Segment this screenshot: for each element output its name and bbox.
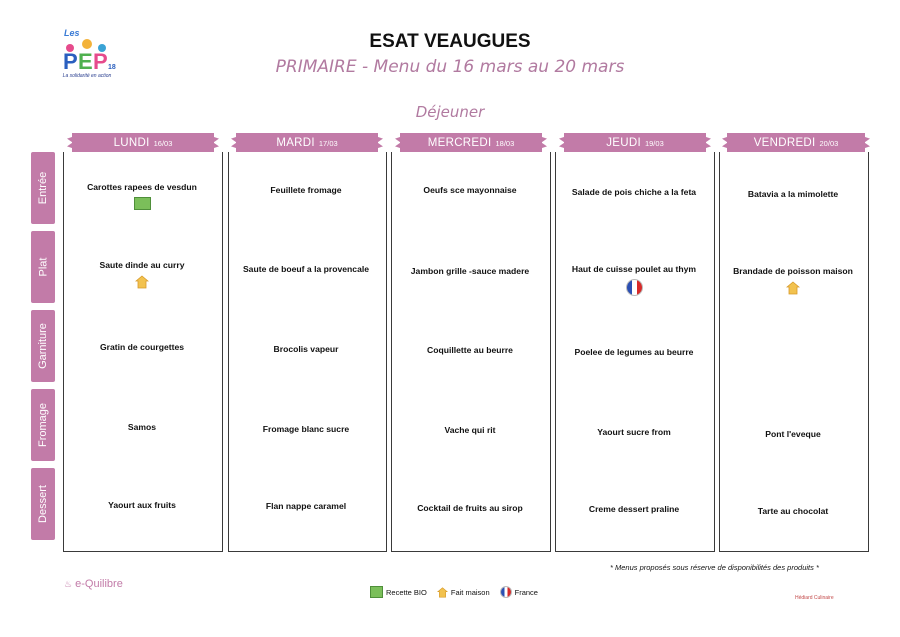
france-flag-icon [500, 586, 512, 598]
menu-item: Cocktail de fruits au sirop [417, 503, 523, 513]
category-garniture: Garniture [31, 310, 55, 382]
menu-item: Saute dinde au curry [62, 260, 222, 289]
e-quilibre-logo: ♨ e-Quilibre [64, 578, 123, 590]
day-header-mardi: MARDI 17/03 [236, 133, 378, 152]
menu-item: Vache qui rit [444, 425, 496, 435]
menu-item: Poelee de legumes au beurre [574, 347, 694, 357]
day-header-mercredi: MERCREDI 18/03 [400, 133, 542, 152]
category-plat: Plat [31, 231, 55, 303]
svg-text:Les: Les [64, 28, 80, 38]
menu-item: Brocolis vapeur [273, 344, 339, 354]
svg-text:E: E [78, 49, 93, 74]
category-dessert: Dessert [31, 468, 55, 540]
svg-text:P: P [63, 49, 78, 74]
svg-text:18: 18 [108, 64, 116, 71]
legend-fait-maison: Fait maison [437, 587, 490, 598]
house-icon [786, 281, 800, 295]
menu-item: Jambon grille -sauce madere [410, 266, 530, 276]
category-fromage: Fromage [31, 389, 55, 461]
bio-leaf-icon [134, 197, 151, 210]
day-header-lundi: LUNDI 16/03 [72, 133, 214, 152]
day-header-jeudi: JEUDI 19/03 [564, 133, 706, 152]
bio-leaf-icon [370, 586, 383, 598]
menu-item: Yaourt sucre from [597, 427, 671, 437]
day-column-vendredi [719, 152, 869, 552]
svg-text:P: P [93, 49, 108, 74]
meal-label: Déjeuner [415, 103, 485, 121]
house-icon [135, 275, 149, 289]
menu-item: Haut de cuisse poulet au thym [554, 264, 714, 296]
menu-item: Gratin de courgettes [99, 342, 185, 352]
menu-item: Salade de pois chiche a la feta [571, 187, 697, 197]
france-flag-icon [626, 279, 643, 296]
menu-item: Samos [127, 422, 157, 432]
availability-note: * Menus proposés sous réserve de disponibilités des produits * [610, 563, 819, 572]
menu-item: Creme dessert praline [588, 504, 680, 514]
legend-bio: Recette BIO [370, 586, 427, 598]
legend-france: France [500, 586, 538, 598]
menu-item: Yaourt aux fruits [108, 500, 176, 510]
menu-item: Brandade de poisson maison [713, 266, 873, 295]
menu-item: Carottes rapees de vesdun [62, 182, 222, 210]
menu-item: Oeufs sce mayonnaise [423, 185, 517, 195]
menu-item: Pont l'eveque [765, 429, 821, 439]
footer-brand-mark: Hédiard Culinaire [795, 595, 834, 601]
category-entree: Entrée [31, 152, 55, 224]
menu-item: Feuillete fromage [270, 185, 342, 195]
menu-item: Saute de boeuf a la provencale [242, 264, 370, 274]
page-title: ESAT VEAUGUES [369, 31, 531, 52]
menu-subtitle: PRIMAIRE - Menu du 16 mars au 20 mars [275, 57, 625, 77]
day-header-vendredi: VENDREDI 20/03 [727, 133, 865, 152]
menu-item: Coquillette au beurre [427, 345, 513, 355]
chef-hat-icon: ♨ [64, 579, 73, 589]
menu-item: Tarte au chocolat [757, 506, 829, 516]
logo-tagline: La solidarité en action [62, 73, 112, 79]
menu-item: Batavia a la mimolette [747, 189, 839, 199]
menu-item: Flan nappe caramel [265, 501, 347, 511]
legend [370, 586, 538, 598]
menu-item: Fromage blanc sucre [262, 424, 350, 434]
house-icon [437, 587, 448, 598]
